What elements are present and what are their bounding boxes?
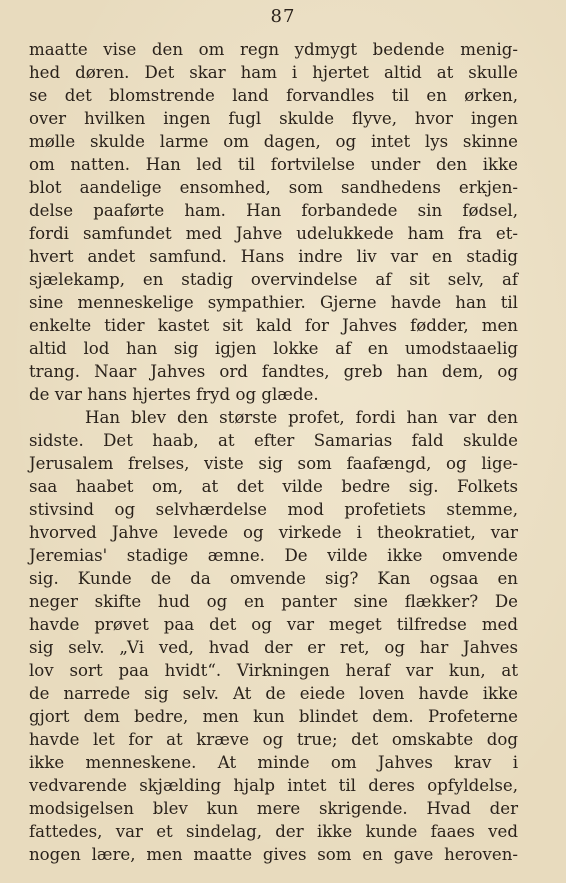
page-number: 87 (270, 6, 296, 27)
text-line: neger skifte hud og en panter sine flækker? De (29, 592, 518, 611)
paragraph-1 (29, 38, 518, 406)
paragraph-2 (29, 406, 518, 866)
text-line: modsigelsen blev kun mere skrigende. Hvad der (29, 799, 518, 818)
text-line: de narrede sig selv. At de eiede loven havde ikke (29, 684, 518, 703)
body-text (29, 38, 518, 866)
text-line: vedvarende skjælding hjalp intet til deres opfyldelse, (29, 776, 518, 795)
text-line: havde prøvet paa det og var meget tilfredse med (29, 615, 518, 634)
text-line: sig. Kunde de da omvende sig? Kan ogsaa en (29, 569, 518, 588)
text-line: hvorved Jahve levede og virkede i theokratiet, var (29, 523, 518, 542)
text-line: nogen lære, men maatte gives som en gave heroven- (29, 845, 518, 864)
text-line: sjælekamp, en stadig overvindelse af sit selv, af (29, 270, 518, 289)
text-line: altid lod han sig igjen lokke af en umodstaaelig (29, 339, 518, 358)
text-line: Han blev den største profet, fordi han var den (85, 408, 518, 427)
text-line: blot aandelige ensomhed, som sandhedens erkjen- (29, 178, 518, 197)
text-line: fordi samfundet med Jahve udelukkede ham fra et- (29, 224, 518, 243)
text-line: de var hans hjertes fryd og glæde. (29, 385, 319, 404)
text-line: over hvilken ingen fugl skulde flyve, hvor ingen (29, 109, 518, 128)
text-line: maatte vise den om regn ydmygt bedende menig- (29, 40, 518, 59)
text-line: om natten. Han led til fortvilelse under den ikke (29, 155, 518, 174)
text-line: hvert andet samfund. Hans indre liv var en stadig (29, 247, 518, 266)
text-line: hed døren. Det skar ham i hjertet altid at skulle (29, 63, 518, 82)
text-line: ikke menneskene. At minde om Jahves krav i (29, 753, 518, 772)
text-line: delse paaførte ham. Han forbandede sin fødsel, (29, 201, 518, 220)
text-line: sidste. Det haab, at efter Samarias fald skulde (29, 431, 518, 450)
text-line: fattedes, var et sindelag, der ikke kunde faaes ved (29, 822, 518, 841)
text-line: havde let for at kræve og true; det omskabte dog (29, 730, 518, 749)
text-line: trang. Naar Jahves ord fandtes, greb han dem, og (29, 362, 518, 381)
text-line: sig selv. „Vi ved, hvad der er ret, og har Jahves (29, 638, 518, 657)
text-line: saa haabet om, at det vilde bedre sig. Folkets (29, 477, 518, 496)
text-line: Jerusalem frelses, viste sig som faafængd, og lige- (29, 454, 518, 473)
text-line: Jeremias' stadige æmne. De vilde ikke omvende (29, 546, 518, 565)
text-line: sine menneskelige sympathier. Gjerne havde han til (29, 293, 518, 312)
text-line: se det blomstrende land forvandles til en ørken, (29, 86, 518, 105)
text-line: gjort dem bedre, men kun blindet dem. Profeterne (29, 707, 518, 726)
text-line: enkelte tider kastet sit kald for Jahves fødder, men (29, 316, 518, 335)
text-line: mølle skulde larme om dagen, og intet lys skinne (29, 132, 518, 151)
text-line: lov sort paa hvidt“. Virkningen heraf var kun, at (29, 661, 518, 680)
text-line: stivsind og selvhærdelse mod profetiets stemme, (29, 500, 518, 519)
